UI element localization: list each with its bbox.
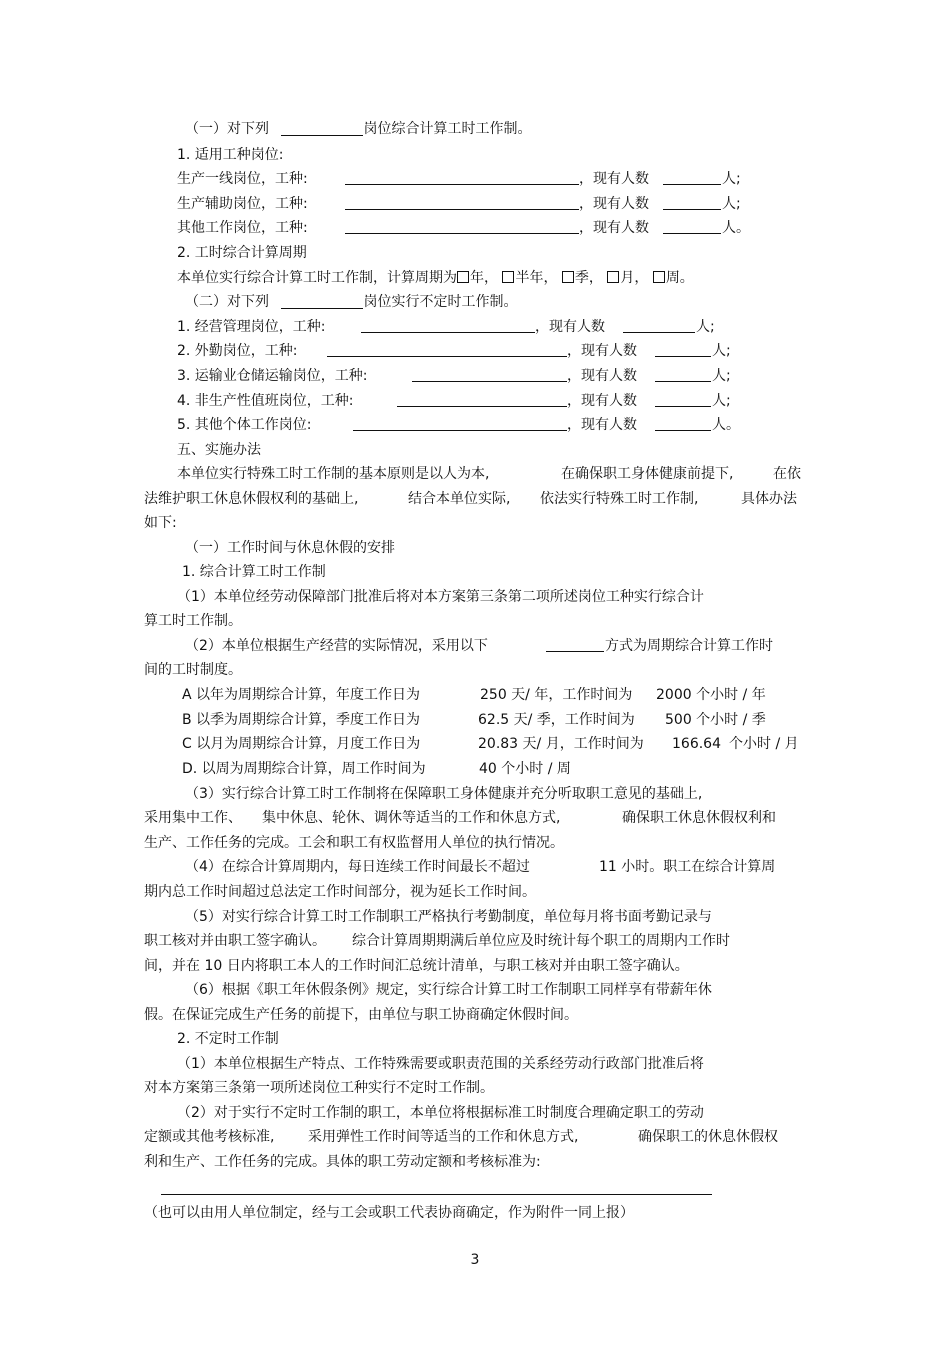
text-run: 20.83 天/ 月，工作时间为 (478, 736, 644, 752)
post-label: 4. 非生产性值班岗位，工种: (177, 393, 354, 409)
checkbox (607, 271, 619, 283)
blank-line (663, 170, 721, 185)
blank-line (546, 637, 604, 652)
paragraph-line (144, 932, 730, 950)
blank-line (412, 367, 567, 382)
text-run: 11 小时。职工在综合计算周 (599, 859, 776, 875)
cycle-option: 周。 (665, 270, 694, 286)
text-run: 采用集中工作、 (144, 810, 242, 826)
paragraph-line: （5）对实行综合计算工时工作制职工严格执行考勤制度，单位每月将书面考勤记录与 (185, 909, 712, 925)
blank-line (655, 416, 711, 431)
post-row (177, 219, 750, 237)
blank-line (327, 342, 567, 357)
post-label: 1. 经营管理岗位，工种: (177, 319, 326, 335)
checkbox (502, 271, 514, 283)
checkbox (653, 271, 665, 283)
post-row (177, 170, 741, 188)
post-row (177, 318, 715, 336)
unit-label: 人; (712, 368, 731, 384)
paragraph-line: （1）本单位经劳动保障部门批准后将对本方案第三条第二项所述岗位工种实行综合计 (177, 589, 704, 605)
paragraph-line: 算工时工作制。 (144, 613, 242, 629)
cycle-option: 季， (574, 270, 603, 286)
blank-line (663, 195, 721, 210)
paragraph-line: 生产、工作任务的完成。工会和职工有权监督用人单位的执行情况。 (144, 835, 564, 851)
option-row (182, 686, 766, 704)
heading-text: 岗位实行不定时工作制。 (363, 294, 518, 310)
heading-text: （二）对下列 (185, 294, 269, 310)
text-run: 确保职工的休息休假权 (638, 1129, 778, 1145)
cycle-option: 年， (470, 270, 498, 286)
paragraph-line: 如下: (144, 515, 177, 531)
cycle-option: 月， (620, 270, 649, 286)
headcount-label: ，现有人数 (535, 319, 605, 335)
text-run: 定额或其他考核标准, (144, 1129, 275, 1145)
text-run: 个小时 / 月 (729, 736, 799, 752)
unit-label: 人。 (712, 417, 740, 433)
text-run: B 以季为周期综合计算，季度工作日为 (182, 712, 421, 728)
blank-line (281, 294, 363, 309)
text-run: 2000 个小时 / 年 (656, 687, 766, 703)
post-label: 2. 外勤岗位，工种: (177, 343, 298, 359)
paragraph-line (144, 809, 776, 827)
paragraph-line (185, 637, 773, 655)
paragraph-line: 间，并在 10 日内将职工本人的工作时间汇总统计清单，与职工核对并由职工签字确认。 (144, 958, 689, 974)
blank-line (397, 392, 567, 407)
paragraph-line: （6）根据《职工年休假条例》规定，实行综合计算工时工作制职工同样享有带薪年休 (185, 982, 712, 998)
text-run: 职工核对并由职工签字确认。 (144, 933, 326, 949)
paragraph-line: （3）实行综合计算工时工作制将在保障职工身体健康并充分听取职工意见的基础上, (185, 786, 703, 802)
text-run: 166.64 (672, 736, 721, 752)
text-run: 62.5 天/ 季，工作时间为 (478, 712, 635, 728)
option-row (182, 711, 766, 729)
text-run: 综合计算周期期满后单位应及时统计每个职工的周期内工作时 (352, 933, 730, 949)
page-number: 3 (470, 1252, 480, 1268)
text-run: 采用弹性工作时间等适当的工作和休息方式, (308, 1129, 579, 1145)
paragraph-line (177, 465, 801, 483)
headcount-label: ，现有人数 (579, 196, 649, 212)
option-row (182, 760, 571, 778)
subheading: （一）工作时间与休息休假的安排 (185, 540, 395, 556)
paragraph-line: （1）本单位根据生产特点、工作特殊需要或职责范围的关系经劳动行政部门批准后将 (177, 1056, 704, 1072)
checkbox (562, 271, 574, 283)
post-label: 5. 其他个体工作岗位: (177, 417, 312, 433)
cycle-option: 半年， (515, 270, 558, 286)
unit-label: 人; (712, 393, 731, 409)
blank-line (281, 121, 363, 136)
text-run: 结合本单位实际, (408, 491, 511, 507)
text-run: 250 天/ 年，工作时间为 (480, 687, 633, 703)
headcount-label: ，现有人数 (567, 368, 637, 384)
post-row (177, 392, 731, 410)
text-run: C 以月为周期综合计算，月度工作日为 (182, 736, 421, 752)
post-row (177, 195, 741, 213)
paragraph-line (144, 490, 797, 508)
text-run: 在确保职工身体健康前提下, (561, 466, 734, 482)
paragraph-line: 假。在保证完成生产任务的前提下，由单位与职工协商确定休假时间。 (144, 1007, 578, 1023)
paragraph-line: 利和生产、工作任务的完成。具体的职工劳动定额和考核标准为: (144, 1154, 541, 1170)
headcount-label: ，现有人数 (579, 171, 649, 187)
item-title: 2. 工时综合计算周期 (177, 245, 307, 261)
blank-line (655, 367, 711, 382)
text-run: （2）本单位根据生产经营的实际情况，采用以下 (185, 638, 488, 654)
blank-line (655, 342, 711, 357)
paragraph-line: 对本方案第三条第一项所述岗位工种实行不定时工作制。 (144, 1080, 494, 1096)
text-run: 具体办法 (741, 491, 797, 507)
text-run: 40 个小时 / 周 (479, 761, 571, 777)
text-run: 500 个小时 / 季 (665, 712, 766, 728)
blank-line (345, 170, 579, 185)
post-row (177, 342, 731, 360)
checkbox (457, 271, 469, 283)
cycle-text: 本单位实行综合计算工时工作制，计算周期为 (177, 270, 457, 286)
section-title: 五、实施办法 (177, 442, 261, 458)
fill-in-line (161, 1194, 712, 1195)
post-label: 生产一线岗位，工种: (177, 171, 308, 187)
blank-line (353, 416, 567, 431)
heading-text: （一）对下列 (185, 121, 269, 137)
post-label: 生产辅助岗位，工种: (177, 196, 308, 212)
text-run: 本单位实行特殊工时工作制的基本原则是以人为本, (177, 466, 490, 482)
unit-label: 人。 (722, 220, 750, 236)
text-run: 确保职工休息休假权利和 (622, 810, 776, 826)
option-row (182, 735, 799, 753)
blank-line (655, 392, 711, 407)
headcount-label: ，现有人数 (567, 393, 637, 409)
paragraph-line (185, 858, 776, 876)
blank-line (361, 318, 535, 333)
subheading: 2. 不定时工作制 (177, 1031, 279, 1047)
text-run: （4）在综合计算周期内，每日连续工作时间最长不超过 (185, 859, 530, 875)
paragraph-line: 间的工时制度。 (144, 662, 242, 678)
blank-line (663, 219, 721, 234)
text-run: 在依 (773, 466, 801, 482)
unit-label: 人; (722, 196, 741, 212)
blank-line (345, 195, 579, 210)
paragraph-line: （2）对于实行不定时工作制的职工，本单位将根据标准工时制度合理确定职工的劳动 (177, 1105, 704, 1121)
post-row (177, 367, 731, 385)
heading-text: 岗位综合计算工时工作制。 (363, 121, 532, 137)
headcount-label: ，现有人数 (567, 343, 637, 359)
text-run: A 以年为周期综合计算，年度工作日为 (182, 687, 421, 703)
note-line: （也可以由用人单位制定，经与工会或职工代表协商确定，作为附件一同上报） (144, 1205, 634, 1221)
unit-label: 人; (696, 319, 715, 335)
cycle-line (177, 269, 694, 287)
headcount-label: ，现有人数 (567, 417, 637, 433)
post-label: 其他工作岗位，工种: (177, 220, 308, 236)
text-run: 方式为周期综合计算工作时 (605, 638, 773, 654)
heading-flexible (185, 293, 517, 311)
unit-label: 人; (712, 343, 731, 359)
heading-comprehensive (185, 120, 531, 138)
paragraph-line (144, 1128, 778, 1146)
unit-label: 人; (722, 171, 741, 187)
headcount-label: ，现有人数 (579, 220, 649, 236)
text-run: 集中休息、轮休、调休等适当的工作和休息方式, (262, 810, 561, 826)
subheading: 1. 综合计算工时工作制 (182, 564, 326, 580)
post-row (177, 416, 740, 434)
text-run: D. 以周为周期综合计算，周工作时间为 (182, 761, 426, 777)
text-run: 法维护职工休息休假权利的基础上, (144, 491, 359, 507)
item-title: 1. 适用工种岗位: (177, 147, 284, 163)
post-label: 3. 运输业仓储运输岗位，工种: (177, 368, 368, 384)
text-run: 依法实行特殊工时工作制, (540, 491, 699, 507)
blank-line (623, 318, 695, 333)
blank-line (345, 219, 579, 234)
paragraph-line: 期内总工作时间超过总法定工作时间部分，视为延长工作时间。 (144, 884, 536, 900)
